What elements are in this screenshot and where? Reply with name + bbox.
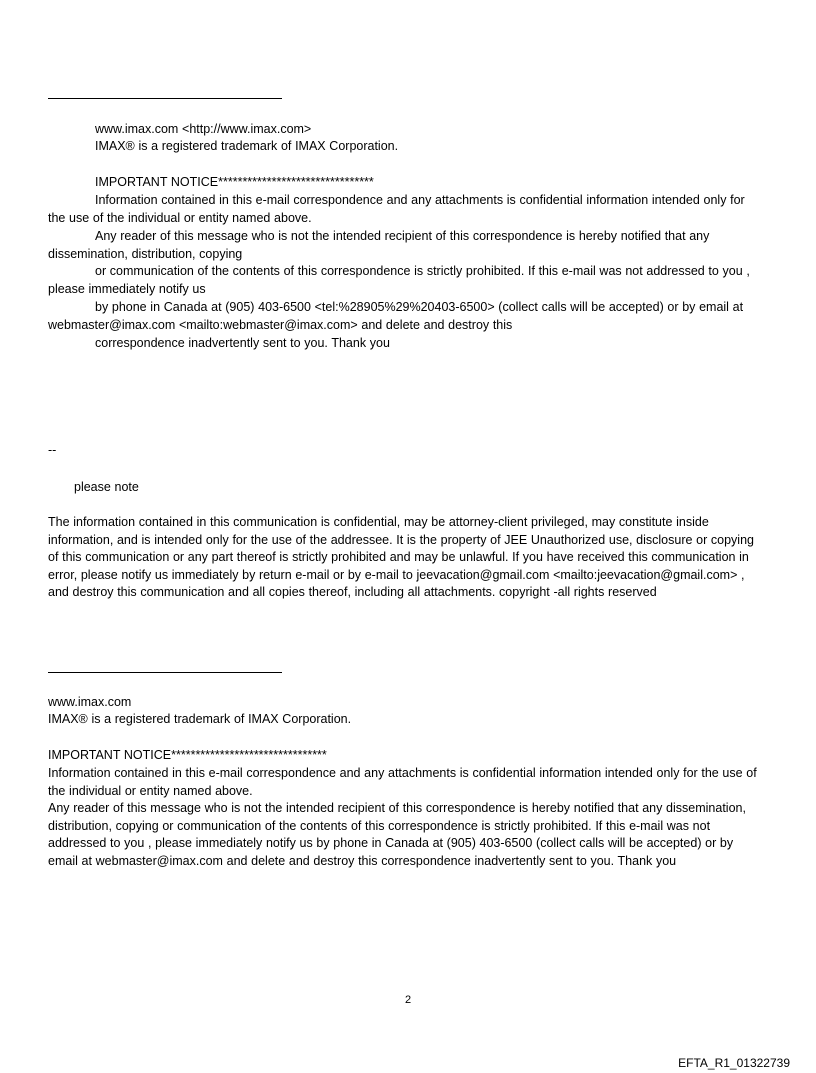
please-note-line: please note <box>74 480 139 494</box>
confidentiality-paragraph: The information contained in this communication is confidential, may be attorney-client privileged, may constitute inside information, and is intended only for the use of the addressee. It is the property of JEE Unauthorized use, disclosure or copying of this communication or any part thereof is strictly prohibited and may be unlawful. If you have received this communication in error, please notify us immediately by return e-mail or by e-mail to jeevacation@gmail.com <mailto:jeevacation@gmail.com> , and destroy this communication and all copies thereof, including all attachments. copyright -all rights reserved <box>48 515 754 599</box>
bates-number: EFTA_R1_01322739 <box>678 1056 790 1070</box>
second-reader-paragraph: Any reader of this message who is not the intended recipient of this correspondence is hereby notified that any dissemination, distribution, copying or communication of the contents of this correspondence is strictly prohibited. If this e-mail was not addressed to you , please immediately notify us by phone in Canada at (905) 403-6500 (collect calls will be accepted) or by email at webmaster@imax.com and delete and destroy this correspondence inadvertently sent to you. Thank you <box>48 801 746 868</box>
first-url-line: www.imax.com <http://www.imax.com> <box>95 122 312 136</box>
first-closing-line: correspondence inadvertently sent to you. Thank you <box>95 336 390 350</box>
second-notice-heading: IMPORTANT NOTICE******************************** <box>48 748 327 762</box>
bottom-divider <box>48 672 282 673</box>
first-reader-paragraph: Any reader of this message who is not the intended recipient of this correspondence is hereby notified that any dissemination, distribution, copying <box>48 229 710 261</box>
first-info-paragraph: Information contained in this e-mail correspondence and any attachments is confidential information intended only for the use of the individual or entity named above. <box>48 193 745 225</box>
page-number: 2 <box>404 994 412 1006</box>
top-divider <box>48 98 282 99</box>
second-url-line: www.imax.com <box>48 695 132 709</box>
second-trademark-line: IMAX® is a registered trademark of IMAX Corporation. <box>48 712 352 726</box>
first-phone-paragraph: by phone in Canada at (905) 403-6500 <tel:%28905%29%20403-6500> (collect calls will be accepted) or by email at webmaster@imax.com <mailto:webmaster@imax.com> and delete and destroy this <box>48 300 744 332</box>
first-notice-heading: IMPORTANT NOTICE******************************** <box>95 175 374 189</box>
second-info-paragraph: Information contained in this e-mail correspondence and any attachments is confidential information intended only for the use of the individual or entity named above. <box>48 766 757 798</box>
first-communication-paragraph: or communication of the contents of this correspondence is strictly prohibited. If this e-mail was not addressed to you , please immediately notify us <box>48 264 750 296</box>
first-trademark-line: IMAX® is a registered trademark of IMAX Corporation. <box>95 139 399 153</box>
signature-separator: -- <box>48 443 57 457</box>
